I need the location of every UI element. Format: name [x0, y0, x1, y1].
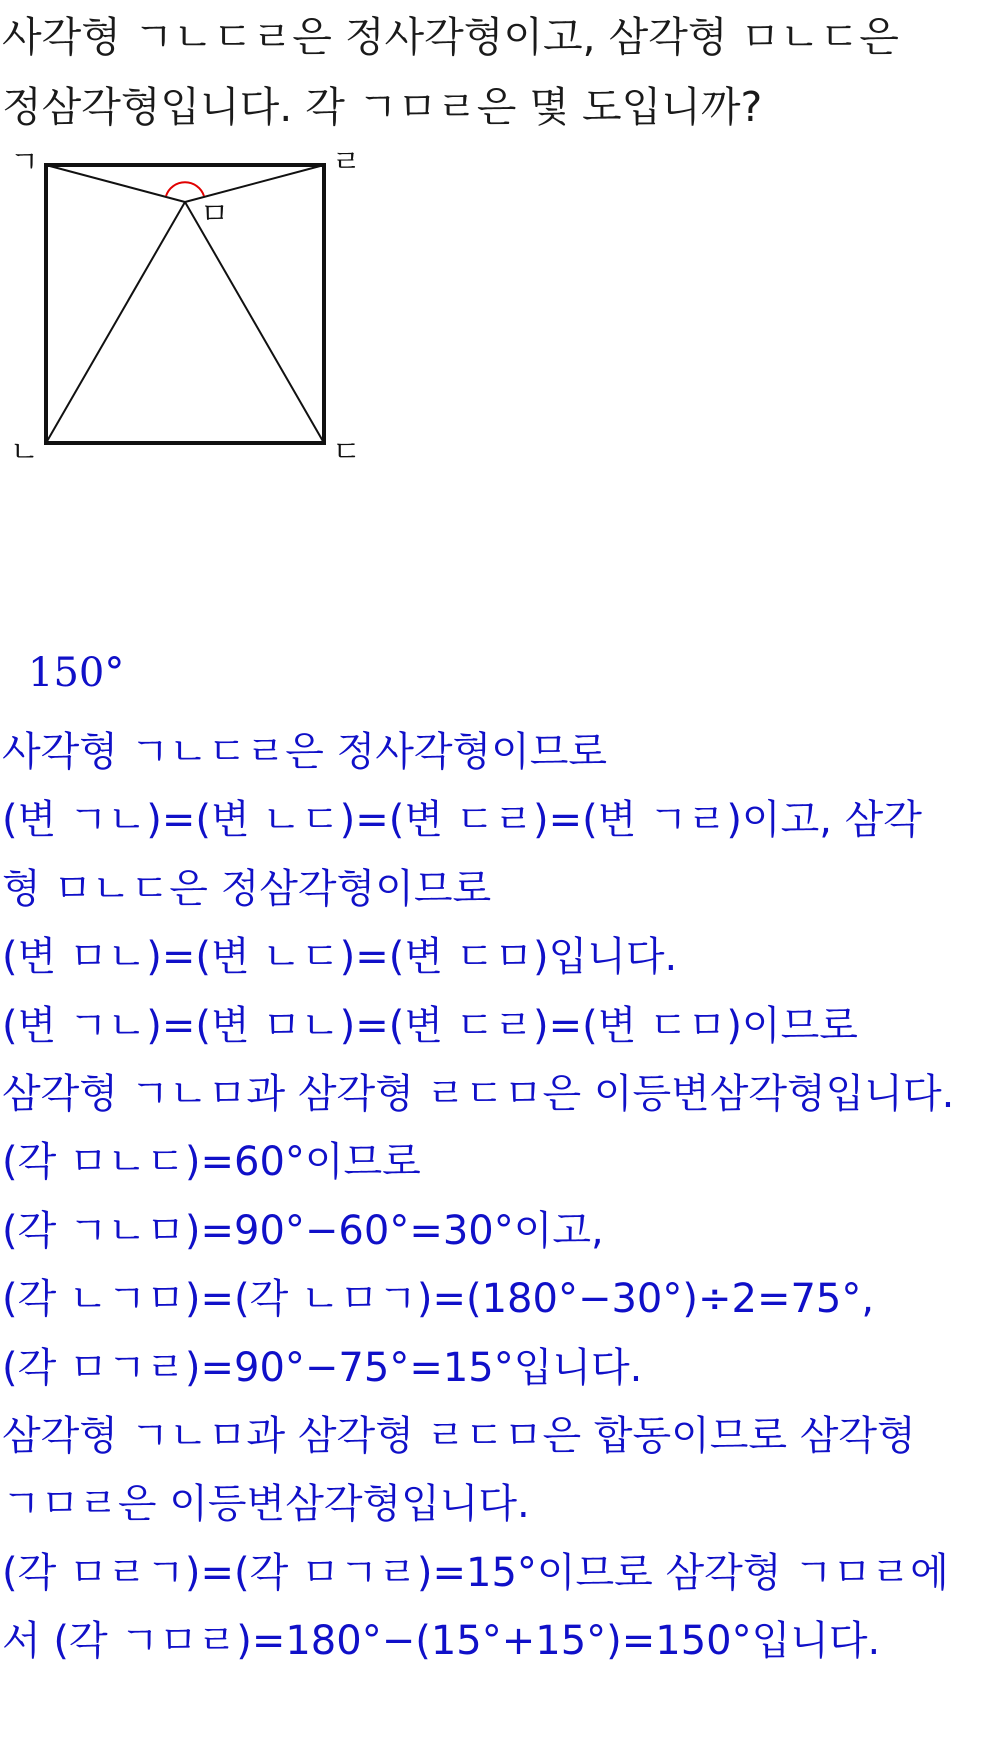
vertex-label-d: ㄷ	[332, 435, 361, 470]
segment-d-m	[185, 202, 324, 443]
vertex-label-r: ㄹ	[332, 150, 361, 180]
solution-line: ㄱㅁㄹ은 이등변삼각형입니다.	[2, 1481, 530, 1528]
angle-mark	[166, 182, 204, 196]
question-line-1: 사각형 ㄱㄴㄷㄹ은 정사각형이고, 삼각형 ㅁㄴㄷ은	[2, 13, 899, 61]
solution-line: (변 ㄱㄴ)=(변 ㅁㄴ)=(변 ㄷㄹ)=(변 ㄷㅁ)이므로	[2, 1002, 858, 1049]
question-line-2: 정삼각형입니다. 각 ㄱㅁㄹ은 몇 도입니까?	[2, 83, 763, 131]
vertex-label-n: ㄴ	[10, 435, 39, 470]
solution-line: 삼각형 ㄱㄴㅁ과 삼각형 ㄹㄷㅁ은 이등변삼각형입니다.	[2, 1071, 955, 1117]
solution-line: 삼각형 ㄱㄴㅁ과 삼각형 ㄹㄷㅁ은 합동이므로 삼각형	[2, 1413, 916, 1459]
solution-line: (변 ㅁㄴ)=(변 ㄴㄷ)=(변 ㄷㅁ)입니다.	[2, 934, 678, 981]
solution-line: 형 ㅁㄴㄷ은 정삼각형이므로	[2, 865, 492, 912]
solution-line: (각 ㅁㄱㄹ)=90°−75°=15°입니다.	[2, 1344, 643, 1391]
solution-line: (각 ㅁㄴㄷ)=60°이므로	[2, 1139, 421, 1186]
vertex-label-g: ㄱ	[10, 150, 39, 180]
segment-g-m	[46, 165, 185, 202]
solution-line: (변 ㄱㄴ)=(변 ㄴㄷ)=(변 ㄷㄹ)=(변 ㄱㄹ)이고, 삼각	[2, 797, 922, 844]
solution-line: 사각형 ㄱㄴㄷㄹ은 정사각형이므로	[2, 729, 608, 775]
vertex-label-m: ㅁ	[200, 197, 229, 232]
solution-line: (각 ㄴㄱㅁ)=(각 ㄴㅁㄱ)=(180°−30°)÷2=75°,	[2, 1276, 875, 1323]
segment-n-m	[46, 202, 185, 443]
answer-value: 150°	[28, 650, 125, 696]
square-outline	[46, 165, 324, 443]
solution-line: 서 (각 ㄱㅁㄹ)=180°−(15°+15°)=150°입니다.	[2, 1618, 881, 1665]
solution-line: (각 ㅁㄹㄱ)=(각 ㅁㄱㄹ)=15°이므로 삼각형 ㄱㅁㄹ에	[2, 1549, 949, 1596]
square-triangle-figure	[0, 150, 420, 530]
solution-line: (각 ㄱㄴㅁ)=90°−60°=30°이고,	[2, 1207, 604, 1254]
